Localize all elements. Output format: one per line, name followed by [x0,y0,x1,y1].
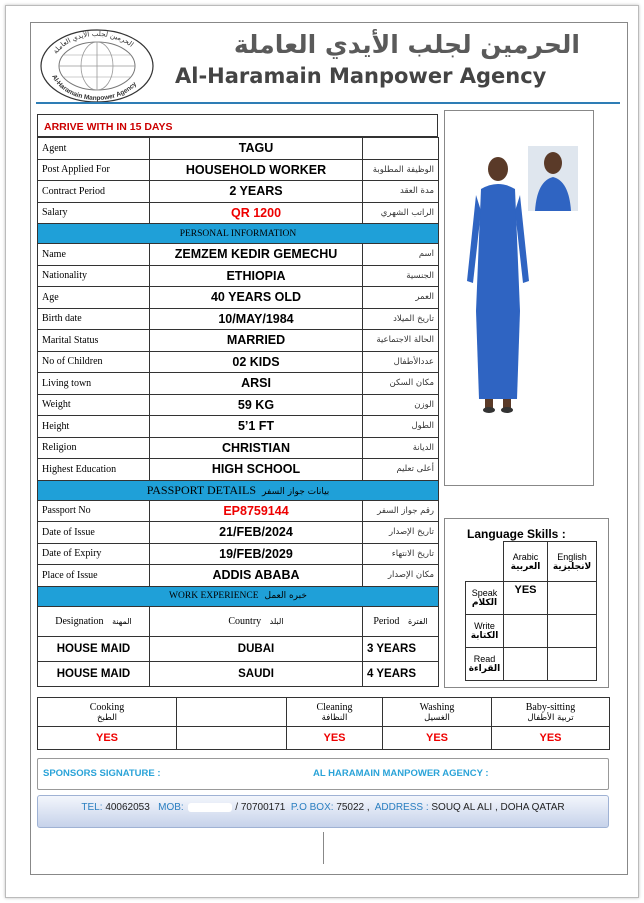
work-col-designation [38,606,150,636]
row-label: Living town [38,373,150,395]
work-period: 4 YEARS [363,661,439,686]
work-col-designation-label: Designation [55,615,104,627]
row-label-arabic: مكان السكن [363,373,439,395]
skill-value [177,727,287,750]
row-label: Post Applied For [38,159,150,181]
agency-title-english: Al-Haramain Manpower Agency [175,64,547,88]
write-label: Write [474,621,495,631]
row-label-arabic: الوزن [363,394,439,416]
work-heading-en: WORK EXPERIENCE [169,591,259,601]
work-designation: HOUSE MAID [38,661,150,686]
info-row [38,351,439,373]
address-label: ADDRESS : [374,802,429,813]
info-row [38,159,439,181]
info-row [38,522,439,544]
language-row-write [466,615,504,648]
skill-heading [492,698,610,727]
work-heading-ar: خبره العمل [264,591,307,601]
write-english-value [548,615,597,648]
row-label: Nationality [38,265,150,287]
row-label: Passport No [38,500,150,522]
info-row [38,500,439,522]
row-value: 21/FEB/2024 [150,522,363,544]
skill-name-ar: الطبخ [97,712,117,723]
skill-name: Washing [419,701,455,713]
work-col-country-label: Country [228,615,262,627]
row-label-arabic: اسم [363,244,439,266]
row-label-arabic: الجنسية [363,265,439,287]
row-value: HOUSEHOLD WORKER [150,159,363,181]
logo-ring-english: Al-Haramain Manpower Agency [50,73,139,103]
row-value: ADDIS ABABA [150,565,363,587]
row-label: Agent [38,138,150,160]
tel-value: 40062053 [105,802,150,813]
row-value: ZEMZEM KEDIR GEMECHU [150,244,363,266]
info-row [38,330,439,352]
read-label: Read [473,654,496,664]
language-corner-cell [466,542,504,582]
text-cursor [323,832,324,864]
skill-value: YES [383,727,492,750]
row-label-arabic: رقم جواز السفر [363,500,439,522]
work-col-period-label-ar: الفترة [407,616,428,626]
row-value: MARRIED [150,330,363,352]
read-label-ar: القراءة [468,664,501,674]
redacted-mobile [188,803,232,812]
language-skills-panel [444,518,609,688]
work-designation: HOUSE MAID [38,636,150,661]
row-value: 5’1 FT [150,416,363,438]
passport-heading-ar: بيانات جواز السفر [262,486,330,497]
speak-arabic-value: YES [504,582,548,615]
english-label-ar: لانجليزية [552,561,592,572]
info-row [38,437,439,459]
skill-name-ar: تربية الأطفال [527,712,574,723]
work-country: DUBAI [150,636,363,661]
sponsor-signature-label: SPONSORS SIGNATURE : [43,768,161,779]
skill-value: YES [492,727,610,750]
skill-heading [38,698,177,727]
speak-label-ar: الكلام [471,598,498,608]
write-label-ar: الكتابة [470,631,499,641]
row-label: Marital Status [38,330,150,352]
row-label-arabic [363,138,439,160]
read-english-value [548,648,597,681]
agency-title-arabic: الحرمين لجلب الأيدي العاملة [233,30,580,59]
household-skills-table [37,697,610,750]
info-row [38,459,439,481]
passport-heading [38,480,439,500]
row-label-arabic: مدة العقد [363,181,439,203]
row-label-arabic: تاريخ الإصدار [363,522,439,544]
row-label: Date of Expiry [38,543,150,565]
pobox-label: P.O BOX: [290,802,334,813]
skill-name-ar: النظافة [321,712,348,723]
work-row [38,636,439,661]
info-row [38,287,439,309]
write-arabic-value [504,615,548,648]
row-label: No of Children [38,351,150,373]
read-arabic-value [504,648,548,681]
row-label-arabic: الطول [363,416,439,438]
skills-header-row [38,698,610,727]
skill-heading [383,698,492,727]
row-label: Place of Issue [38,565,150,587]
info-row [38,265,439,287]
work-col-country [150,606,363,636]
work-experience-band [38,586,439,606]
row-value: ARSI [150,373,363,395]
work-col-period-label: Period [373,615,400,627]
mob-value: / 70700171 [235,802,286,813]
info-row [38,565,439,587]
skill-heading [287,698,383,727]
skill-name: Baby-sitting [525,701,576,713]
work-row [38,661,439,686]
passport-band [38,480,439,500]
tel-label: TEL: [81,802,103,813]
info-row [38,202,439,224]
work-country: SAUDI [150,661,363,686]
skill-name: Cooking [89,701,125,713]
language-skills-table [465,541,597,681]
contact-footer [37,795,609,828]
row-label: Height [38,416,150,438]
row-label: Contract Period [38,181,150,203]
work-col-country-label-ar: البلد [269,616,284,626]
info-row [38,181,439,203]
applicant-photo-frame [444,110,594,486]
row-value: 2 YEARS [150,181,363,203]
row-value: QR 1200 [150,202,363,224]
agency-logo [38,28,156,105]
row-label-arabic: الديانة [363,437,439,459]
address-value: SOUQ AL ALI , DOHA QATAR [431,802,565,813]
work-col-period [363,606,439,636]
work-columns-header [38,606,439,636]
skill-heading [177,698,287,727]
skills-values-row [38,727,610,750]
applicant-photo-figure [445,111,593,485]
info-row [38,308,439,330]
row-value: ETHIOPIA [150,265,363,287]
language-row-speak [466,582,504,615]
info-row [38,138,439,160]
work-period: 3 YEARS [363,636,439,661]
row-value: 10/MAY/1984 [150,308,363,330]
row-label: Salary [38,202,150,224]
language-row-read [466,648,504,681]
row-label: Weight [38,394,150,416]
row-label-arabic: الراتب الشهري [363,202,439,224]
skill-value: YES [287,727,383,750]
row-value: EP8759144 [150,500,363,522]
pobox-value: 75022 , [336,802,370,813]
skill-name: Cleaning [316,701,353,713]
header-divider [36,102,620,104]
personal-info-heading: PERSONAL INFORMATION [38,224,439,244]
row-value: 19/FEB/2029 [150,543,363,565]
row-label-arabic: مكان الإصدار [363,565,439,587]
language-col-english [548,542,597,582]
work-col-designation-label-ar: المهنة [112,616,132,626]
row-label: Religion [38,437,150,459]
language-col-arabic [504,542,548,582]
work-experience-heading [38,586,439,606]
row-label-arabic: الوظيفة المطلوبة [363,159,439,181]
row-label: Birth date [38,308,150,330]
arrival-banner: ARRIVE WITH IN 15 DAYS [37,114,438,137]
info-row [38,416,439,438]
logo-ring-arabic: الحرمين لجلب الأيدي العاملة [51,29,135,56]
arabic-label: Arabic [512,551,539,562]
applicant-details-table [37,137,439,687]
row-label-arabic: عددالأطفال [363,351,439,373]
speak-english-value [548,582,597,615]
row-label: Highest Education [38,459,150,481]
skill-name-ar: الغسيل [424,712,450,723]
arabic-label-ar: العربية [510,561,541,572]
info-row [38,543,439,565]
row-label: Date of Issue [38,522,150,544]
language-skills-title: Language Skills : [467,527,566,541]
speak-label: Speak [471,588,498,598]
row-label: Name [38,244,150,266]
row-label-arabic: أعلى تعليم [363,459,439,481]
row-value: 59 KG [150,394,363,416]
info-row [38,373,439,395]
row-label-arabic: تاريخ الميلاد [363,308,439,330]
skill-value: YES [38,727,177,750]
personal-info-band [38,224,439,244]
row-value: HIGH SCHOOL [150,459,363,481]
info-row [38,394,439,416]
row-value: CHRISTIAN [150,437,363,459]
row-label-arabic: تاريخ الانتهاء [363,543,439,565]
row-value: 40 YEARS OLD [150,287,363,309]
row-label: Age [38,287,150,309]
row-value: TAGU [150,138,363,160]
mob-label: MOB: [158,802,184,813]
row-label-arabic: العمر [363,287,439,309]
info-row [38,244,439,266]
signature-bar [37,758,609,790]
english-label: English [557,551,587,562]
row-label-arabic: الحالة الاجتماعية [363,330,439,352]
agency-signature-label: AL HARAMAIN MANPOWER AGENCY : [313,768,489,779]
row-value: 02 KIDS [150,351,363,373]
passport-heading-en: PASSPORT DETAILS [146,482,257,497]
